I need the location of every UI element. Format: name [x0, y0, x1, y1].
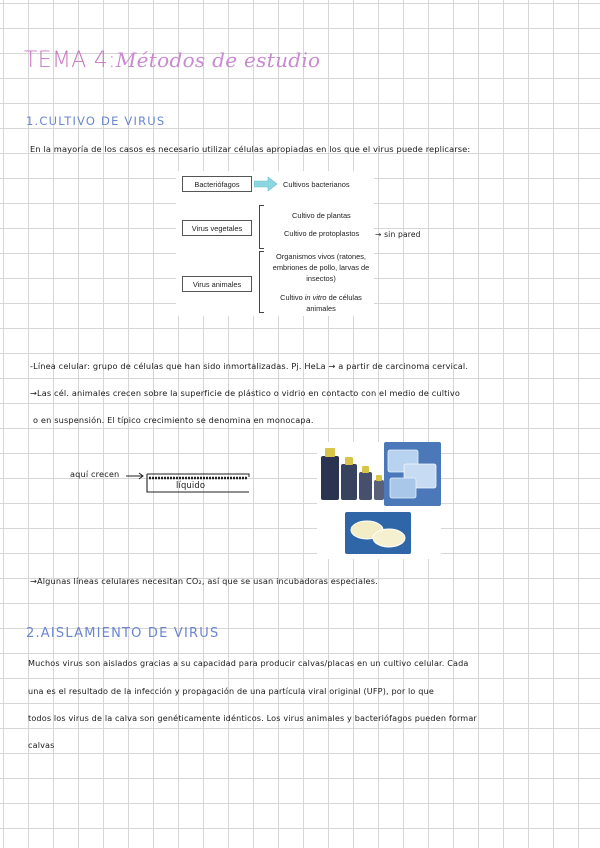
- text-organismos-line2: embriones de pollo, larvas de: [272, 263, 370, 272]
- text-in-vitro-line1: [268, 292, 374, 303]
- note-linea-celular: -Línea celular: grupo de células que han sido inmortalizadas. Pj. HeLa → a partir de carcinoma cervical.: [30, 361, 469, 371]
- box-virus-animales: Virus animales: [182, 276, 252, 292]
- intro-text: En la mayoría de los casos es necesario utilizar células apropiadas en los que el virus puede replicarse:: [30, 144, 471, 154]
- title-main: TEMA 4:: [24, 48, 116, 73]
- text-in-vitro-line2: animales: [306, 304, 336, 313]
- note-co2: →Algunas líneas celulares necesitan CO₂, así que se usan incubadoras especiales.: [30, 576, 378, 586]
- page-title: [24, 48, 320, 73]
- paragraph-line-2: una es el resultado de la infección y propagación de una partícula viral original (UFP), por lo que: [28, 686, 434, 696]
- text-cultivo-in-vitro: [268, 292, 374, 314]
- box-virus-vegetales: Virus vegetales: [182, 220, 252, 236]
- text-cultivo-protoplastos: Cultivo de protoplastos: [284, 229, 360, 238]
- note-monocapa: o en suspensión. El típico crecimiento se denomina en monocapa.: [33, 415, 314, 425]
- brace-vegetales: [259, 205, 264, 249]
- text-cultivos-bacterianos: Cultivos bacterianos: [283, 180, 350, 189]
- paragraph-line-3: todos los virus de la calva son genéticamente idénticos. Los virus animales y bacteriófagos pueden formar: [28, 713, 477, 723]
- text-cultivo-plantas: Cultivo de plantas: [292, 211, 351, 220]
- text-organismos-line3: insectos): [306, 274, 336, 283]
- brace-animales: [259, 251, 264, 313]
- text-in-vitro-italic: in vitro: [304, 293, 327, 302]
- section-heading-2: 2.AISLAMIENTO DE VIRUS: [26, 626, 220, 641]
- note-celulas-animales: →Las cél. animales crecen sobre la superficie de plástico o vidrio en contacto con el medio de cultivo: [30, 388, 461, 398]
- virus-culture-figure: [176, 171, 374, 316]
- text-organismos-vivos: [268, 251, 374, 284]
- annot-sin-pared: → sin pared: [375, 230, 421, 239]
- multiwell-plates-photo: [384, 442, 441, 506]
- paragraph-line-1: Muchos virus son aislados gracias a su capacidad para producir calvas/placas en un cultivo celular. Cada: [28, 658, 469, 668]
- box-bacteriofagos: Bacteriófagos: [182, 176, 252, 192]
- arrow-right-icon: [254, 177, 278, 191]
- title-subtitle: Métodos de estudio: [115, 48, 321, 72]
- culture-vessels-photo: [317, 442, 441, 559]
- text-in-vitro-post: de células: [326, 293, 362, 302]
- text-organismos-line1: Organismos vivos (ratones,: [276, 252, 366, 261]
- text-in-vitro-pre: Cultivo: [280, 293, 305, 302]
- flasks-photo: [317, 442, 385, 506]
- petri-dishes-photo: [345, 512, 411, 554]
- drawing-label-aqui-crecen: aquí crecen: [70, 469, 120, 479]
- drawing-label-liquido: líquido: [176, 480, 206, 490]
- section-heading-1: 1.CULTIVO DE VIRUS: [26, 114, 166, 128]
- paragraph-line-4: calvas: [28, 740, 55, 750]
